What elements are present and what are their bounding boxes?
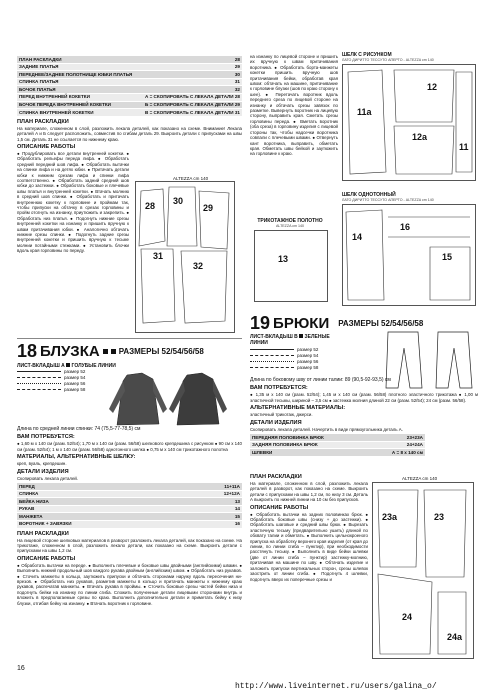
- row-value: 31: [139, 78, 242, 86]
- model-19-legend: [250, 346, 345, 370]
- table-row: [17, 505, 242, 513]
- model-18-materials-heading: МАТЕРИАЛЫ, АЛЬТЕРНАТИВНЫЕ ШЕЛКУ:: [17, 454, 136, 461]
- table-row: [250, 449, 425, 457]
- table-row: [17, 78, 242, 86]
- model-18-plan: На лицевой стороне шелковых материалов в разворот разложить лекала деталей, как показано на схеме. На трикотаже, сложенном в слой, разложить лекало детали, как показано на схеме. Выкроить детали с припусками на швы 1,2 см.: [17, 537, 242, 554]
- table-row: [250, 434, 425, 441]
- table-row: [17, 63, 242, 71]
- plan1-heading: ПЛАН РАСКЛАДКИ: [17, 118, 69, 125]
- legend-item: [250, 364, 345, 370]
- table-row: [17, 109, 242, 117]
- row-value: 29: [139, 63, 242, 71]
- row-value: 15: [183, 513, 242, 521]
- legend-label: размер 52: [64, 369, 86, 375]
- table-row: [17, 513, 242, 521]
- legend-label: размер 56: [297, 358, 319, 364]
- model-19-alt-heading: АЛЬТЕРНАТИВНЫЕ МАТЕРИАЛЫ:: [250, 405, 346, 412]
- table-row: [17, 483, 242, 490]
- model-19-details-text: Скопировать лекала деталей. Начертить в виде прямоугольника деталь А.: [250, 426, 403, 432]
- silk-print-shapes: [342, 52, 477, 182]
- table-row: [17, 498, 242, 506]
- row-value: 16: [183, 520, 242, 528]
- silk-plain-layout: ШЕЛК ОДНОТОННЫЙ ЛАТО ДИРИТТО ТЕССУТО АПЕРТО - ALTEZZA cm 140 14 16 15: [342, 192, 477, 307]
- row-value: 24+24А: [370, 441, 425, 449]
- model-18-need: ● 1,60 м х 140 см (разм. 52/54); 1,70 м х 140 см (разм. 56/58) шелкового крепдешина с рисунком ● 90 см х 140 см (разм. 52/54); 1 м х 140 см (разм. 56/58) однотонного шелка ● 0,75 м х 140 см трикотажного полотна: [17, 441, 242, 452]
- legend-label: размер 58: [64, 387, 86, 393]
- dress-pattern-outlines: [133, 151, 241, 334]
- model-18-need-heading: ВАМ ПОТРЕБУЕТСЯ:: [17, 434, 75, 441]
- table-row: [17, 56, 242, 63]
- model-19-work-heading: ОПИСАНИЕ РАБОТЫ: [250, 504, 309, 511]
- model-18-length: Длина по средней линии спинки: 74 (75,5-77-78,5) см: [17, 425, 141, 432]
- right-top-paragraph: на изнанку по лицевой стороне и пришить их вручную к швам притачивания воротника. ● Обработать борта-манжеты кокетки пришить вручную шов притачивания бейки, обработав края швом: обтачать на машине, притачивание к горловине блузки (шов по краю сторону к шее). ● Перетачать воротник вдоль переднего среза по лицевой стороне на изнанку и обтачать срезы завязок по разметке. Вывернуть воротник на лицевую сторону, выправить края. Сметать срезы горловины переда. ● Вметать воротник (оба среза) в горловину изделия с лицевой стороны так, чтобы надсечки воротника совпали с плечевыми швами. ● Отвернуть кант воротника, выправить, обметать края. Обметать швы бейкой и заутюжить на горловине к краю.: [250, 54, 338, 157]
- footer-url[interactable]: http://www.liveinternet.ru/users/galina_o/: [235, 682, 437, 691]
- blouse-sketch: [97, 369, 237, 427]
- row-label: МАНЖЕТА: [17, 513, 183, 521]
- row-label: ПЛАН РАСКЛАДКИ: [17, 56, 139, 63]
- silk-print-sub: ЛАТО ДИРИТТО ТЕССУТО АПЕРТО - ALTEZZA cm 140: [342, 58, 434, 62]
- silk-plain-shapes: [342, 192, 477, 307]
- model-19-plan-heading: ПЛАН РАСКЛАДКИ: [250, 474, 302, 480]
- work1-heading: ОПИСАНИЕ РАБОТЫ: [17, 143, 76, 150]
- row-value: А = 8 x 140 см: [370, 449, 425, 457]
- row-label: ПЕРЕД: [17, 483, 183, 490]
- model-19-details-heading: ДЕТАЛИ ИЗДЕЛИЯ: [250, 419, 302, 426]
- table-row: [17, 490, 242, 498]
- row-label: ПЕРЕДНЕЕ/ЗАДНЕЕ ПОЛОТНИЩЕ ЮБКИ ПЛАТЬЯ: [17, 71, 139, 79]
- silk-plain-title: ШЕЛК ОДНОТОННЫЙ: [342, 192, 396, 198]
- plan1-text: На материале, сложенном в слой, разложить лекала деталей, как показано на схеме. Внимание! Лекала деталей А и Б следует расположить, совместив по сгибам деталь 29. Выкроить детали с припусками на швы 1,5 см. Деталь 31 не ссылается по нижнему краю.: [17, 125, 242, 142]
- model-19-title: БРЮКИ: [273, 315, 330, 332]
- row-label: БОЧОК ПЕРЕДА ВНУТРЕННЕЙ КОКЕТКИ: [17, 101, 139, 109]
- legend-label: размер 52: [297, 346, 319, 352]
- model-19-need: ● 1,35 м х 140 см (разм. 52/54); 1,45 м х 140 см (разм. 56/58) плотного эластичного трикотажа ● 1,00 м эластичной тесьмы, шириной – 3,5 см ● застежка молния длиной 22 см (разм. 52/54); 24 см (разм. 56/58).: [250, 392, 478, 403]
- row-label: РУКАВ: [17, 505, 183, 513]
- knit-title: ТРИКОТАЖНОЕ ПОЛОТНО: [257, 218, 323, 224]
- model-19-section: [250, 313, 424, 370]
- model-18-lines: ГОЛУБЫЕ ЛИНИИ: [71, 362, 116, 369]
- silk-print-title: ШЕЛК С РИСУНКОМ: [342, 52, 392, 58]
- model-19-work: ● Обработать вытачки на задних половинках брюк. ● Обработать боковые швы (снизу + до застежки). ● Обработать шаговые и средний швы брюк. ● Вырезать эластичную тесьму (предварительно ушить) длиной по обхвату талии и обметать. ● Выполнить цельнокроеного припуска на обработку верхнего края изделия (от края до линии, по линии сгиба – пунктир), при необходимости расстянуть тесьму. ● Выполнить в виде бейки шлевки (две от линии сгиба – пунктир) застежку-молнию, притачивая на машине по шву. ● Обтачать изделие и заложить припуски вертикальных сторон, срезы шлевок заострить от линии сгиба. ● Подогнуть 4 шлевки, подогнуть вверх их поперечные срезы и: [250, 511, 368, 582]
- model-19-instructions: [250, 472, 368, 644]
- row-value: 23+23А: [370, 434, 425, 441]
- table-row: [17, 93, 242, 101]
- row-label: ЗАДНИЕ ПЛАТЬЯ: [17, 63, 139, 71]
- model-19-parts-table: [250, 434, 425, 457]
- model-18-work: ● Обработать вытачки на переде. ● Выполнить плечевые и боковые швы двойными (английскими) швами. ● Выполнить нижний продольный шов каждого рукава двойным (английским) швом. ● Обработать низ рукавов. ● Сточить манжеты в кольцо, заутюжить припуски и обтачать сторонами наружу вдоль пересечения ни-врезов. ● Обработать низ рукавов, разметив манжеты в кольцо и притачать манжеты к нижнему краю рукавов, распечатав манжеты. ● Втачать рукава в проймы. ● Сточить боковые срезы частей бейки низа и подогнуть бейки на изнанку по линии сгиба. Сложить полученные детали лицевыми сторонами внутрь и вложить в предполагаемые срезы по краю. Выполнить дополнительно детали и приметать бейку к низу блузки, отгибая бейку на изнанку. ● Втачать воротник к горловине.: [17, 562, 242, 606]
- table-row: [17, 520, 242, 528]
- model-18-parts-table: [17, 483, 242, 529]
- silk-plain-sub: ЛАТО ДИРИТТО ТЕССУТО АПЕРТО - ALTEZZA cm 140: [342, 198, 434, 202]
- table-row: [17, 86, 242, 94]
- legend-label: размер 54: [64, 375, 86, 381]
- legend-label: размер 58: [297, 364, 319, 370]
- model-18-materials: креп, вуаль, крепдешин.: [17, 461, 67, 467]
- model-19-length: Длина по боковому шву от линии талии: 89 (90,5-92-93,5) см: [250, 377, 391, 383]
- row-label: ВОРОТНИК + ЗАВЯЗКИ: [17, 520, 183, 528]
- row-value: 32: [139, 86, 242, 94]
- model-19-alt: эластичный трикотаж, джерси.: [250, 412, 313, 418]
- row-label: ЗАДНЯЯ ПОЛОВИНКА БРЮК: [250, 441, 370, 449]
- row-value: А = СКОПИРОВАТЬ С ЛЕКАЛА ДЕТАЛИ 28: [139, 93, 242, 101]
- table-row: [17, 101, 242, 109]
- row-label: СПИНКА ВНУТРЕННЕЙ КОКЕТКИ: [17, 109, 139, 117]
- row-value: Б = СКОПИРОВАТЬ С ЛЕКАЛА ДЕТАЛИ 29: [139, 101, 242, 109]
- knit-sub: ALTEZZA cm 140: [275, 224, 305, 228]
- layout-scheme-dress: ALTEZZA cm 140 28 30 29 31 32: [133, 151, 241, 334]
- model-19-sizes: РАЗМЕРЫ 52/54/56/58: [338, 319, 424, 328]
- legend-item: [17, 387, 97, 393]
- row-value: 13: [183, 498, 242, 506]
- silk-print-layout: ШЕЛК С РИСУНКОМ ЛАТО ДИРИТТО ТЕССУТО АПЕРТО - ALTEZZA cm 140 11a 12 12a 11: [342, 52, 477, 182]
- blouse-illustrations: [97, 369, 237, 427]
- model-18-number: 18: [17, 340, 38, 361]
- model-18-work-heading: ОПИСАНИЕ РАБОТЫ: [17, 555, 76, 562]
- table-row: [250, 441, 425, 449]
- row-value: В = СКОПИРОВАТЬ С ЛЕКАЛА ДЕТАЛИ 31: [139, 109, 242, 117]
- trousers-layout: ALTEZZA cm 140 23a 23 24 24a: [372, 482, 477, 660]
- model-19-sheet: ЛИСТ-ВКЛАДЫШ В: [250, 334, 298, 340]
- trousers-shapes: [372, 482, 477, 660]
- row-value: 28: [139, 56, 242, 63]
- model-18-sheet: ЛИСТ-ВКЛАДЫШ А: [17, 362, 65, 369]
- row-label: ШЛЕВКИ: [250, 449, 370, 457]
- row-value: 14: [183, 505, 242, 513]
- model-19-lines: ЗЕЛЕНЫЕ ЛИНИИ: [250, 334, 330, 346]
- model-18-details: Скопировать лекала деталей.: [17, 475, 79, 481]
- row-value: 12+12А: [183, 490, 242, 498]
- model-19-details: [250, 378, 478, 457]
- model-18-sizes: РАЗМЕРЫ 52/54/56/58: [118, 346, 204, 356]
- page-number: 16: [17, 665, 25, 672]
- model-19-plan: На материале, сложенном в слой, разложить лекала деталей в разворот, как показано на схеме. Выкроить детали с припусками на швы 1,2 см, по низу 3 см. Деталь А выкроить по нижней линии на 10 см без припусков.: [250, 481, 368, 503]
- left-column: [17, 56, 242, 625]
- row-value: 30: [139, 71, 242, 79]
- knit-layout: ТРИКОТАЖНОЕ ПОЛОТНО ALTEZZA cm 140 13: [250, 218, 330, 308]
- model-19-number: 19: [250, 313, 271, 333]
- work1-text: ● Продублировать все детали внутренней кокетки. ● Обработать рельефы переда лифа. ● Обработать средний передний шов лифа. ● Обработать вытачки на спинке лифа и на детях юбки. ● Притачать детали юбки к нижним срезам лифа и спинки лифа соответственно. ● Обработать задний средний шов юбки до застежки. ● Обработать боковые и плечевые швы платья и внутренней кокетки. ● Втачать молнию в средний шов спинки. ● Обработать и притачать внутреннюю кокетку к горловине и проймам так, чтобы припуски на обтачку в срезах горловины и пройм отогнуть на изнанку, приутюжить и закрепить. ● Обработать низ платья. ● Подогнуть нижние срезы внутренней кокетки на изнанку и пришить вручную к швам притачивания юбки. ● Аналогично обтачать нижние срезы спинки. ● Подогнуть задние срезы внутренней кокетки и пришить вручную к тесьме молнии потайными стежками. ● Установить блочки вдоль края горловины по переду.: [17, 150, 129, 254]
- legend-label: размер 54: [297, 352, 319, 358]
- row-label: СПИНКА ПЛАТЬЯ: [17, 78, 139, 86]
- row-label: БЕЙКА НИЗА: [17, 498, 183, 506]
- table-row: [17, 71, 242, 79]
- model-18-title: БЛУЗКА: [40, 342, 100, 360]
- legend-label: размер 56: [64, 381, 86, 387]
- model-18-legend: [17, 369, 97, 427]
- row-label: ПЕРЕДНЯЯ ПОЛОВИНКА БРЮК: [250, 434, 370, 441]
- model-18-plan-heading: ПЛАН РАСКЛАДКИ: [17, 530, 69, 537]
- row-value: 11+11А: [183, 483, 242, 490]
- model-18-details-heading: ДЕТАЛИ ИЗДЕЛИЯ: [17, 468, 69, 475]
- row-label: БОЧОК ПЛАТЬЯ: [17, 86, 139, 94]
- model-18-section: [17, 338, 242, 625]
- row-label: ПЕРЕД ВНУТРЕННЕЙ КОКЕТКИ: [17, 93, 139, 101]
- top-parts-table: [17, 56, 242, 117]
- model-19-need-heading: ВАМ ПОТРЕБУЕТСЯ:: [250, 385, 308, 392]
- right-top-text: [250, 54, 338, 234]
- row-label: СПИНКА: [17, 490, 183, 498]
